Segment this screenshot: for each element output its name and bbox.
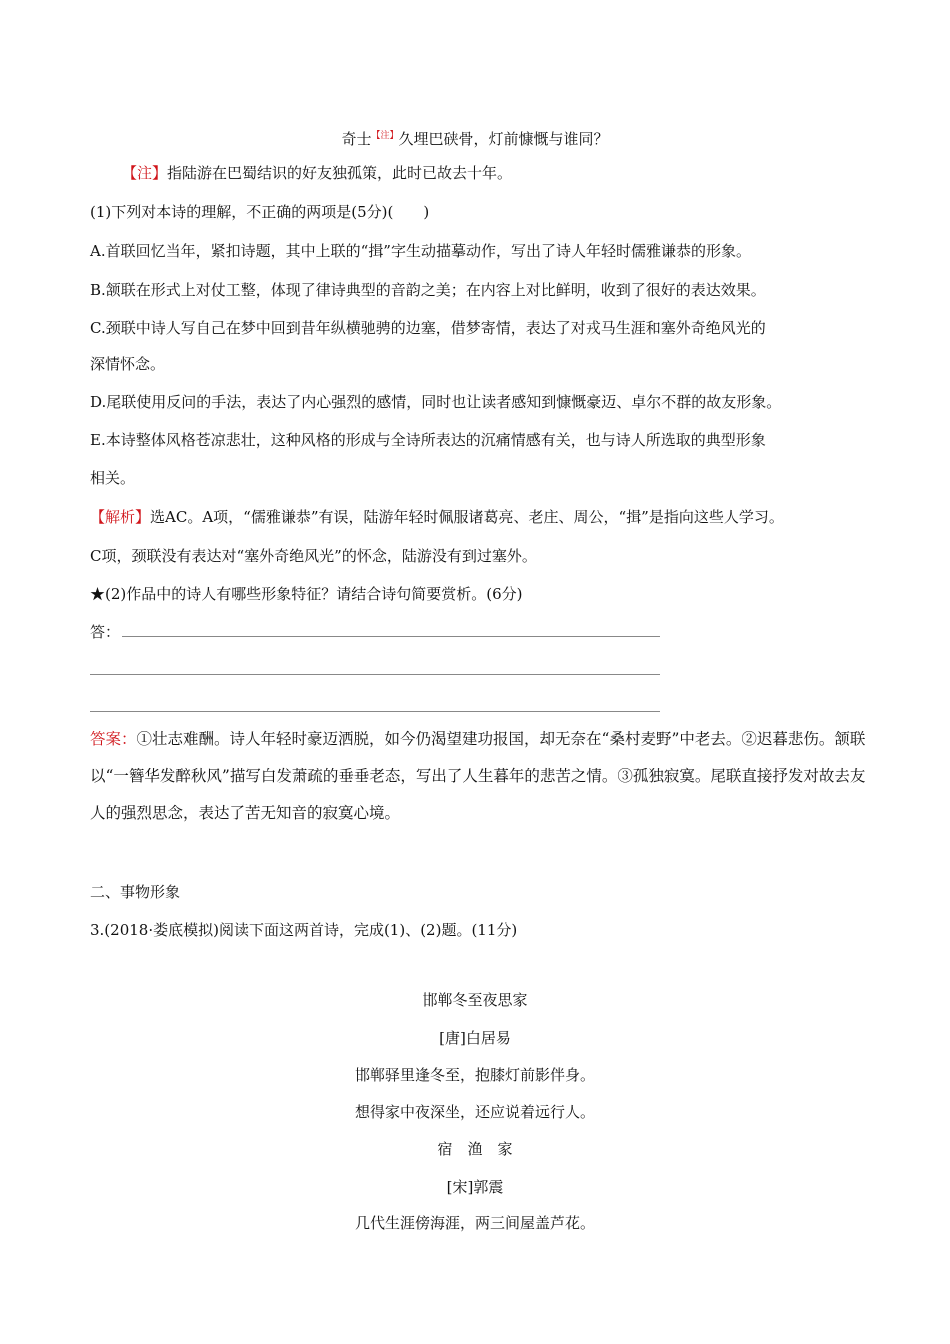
poem-2-author: [宋]郭震	[446, 1178, 504, 1196]
analysis-line-1	[90, 507, 784, 527]
analysis-text-1: 选AC。A项，“儒雅谦恭”有误，陆游年轻时佩服诸葛亮、老庄、周公，“揖”是指向这些人学习。	[150, 508, 784, 526]
option-c-line-2: 深情怀念。	[90, 355, 166, 373]
note-marker: 【注】	[371, 131, 399, 141]
answer-prompt: 答：	[90, 623, 121, 641]
poem-line-end: 久埋巴硖骨，灯前慷慨与谁同？	[398, 130, 609, 148]
question-3-stem: 3.(2018·娄底模拟)阅读下面这两首诗，完成(1)、(2)题。(11分)	[90, 921, 518, 939]
note-label: 【注】	[122, 164, 168, 182]
answer-blank-line-3[interactable]	[90, 711, 660, 712]
poem-2-title: 宿 渔 家	[437, 1140, 513, 1158]
analysis-label: 【解析】	[90, 508, 151, 526]
analysis-line-2: C项，颈联没有表达对“塞外奇绝风光”的怀念，陆游没有到过塞外。	[90, 547, 537, 565]
option-a: A.首联回忆当年，紧扣诗题，其中上联的“揖”字生动描摹动作，写出了诗人年轻时儒雅谦恭的形象。	[90, 242, 751, 260]
annotation-note	[122, 163, 512, 183]
section-heading: 二、事物形象	[90, 883, 181, 901]
option-d: D.尾联使用反问的手法，表达了内心强烈的感情，同时也让读者感知到慷慨豪迈、卓尔不群的故友形象。	[90, 393, 782, 411]
note-text: 指陆游在巴蜀结识的好友独孤策，此时已故去十年。	[167, 164, 513, 182]
option-e-line-2: 相关。	[90, 469, 136, 487]
poem-1-author: [唐]白居易	[439, 1029, 511, 1047]
option-b: B.颔联在形式上对仗工整，体现了律诗典型的音韵之美；在内容上对比鲜明，收到了很好的表达效果。	[90, 281, 766, 299]
poem-1-line-2: 想得家中夜深坐，还应说着远行人。	[354, 1103, 595, 1121]
poem-line-start: 奇士	[341, 130, 372, 148]
option-c-line-1: C.颈联中诗人写自己在梦中回到昔年纵横驰骋的边塞，借梦寄情，表达了对戎马生涯和塞外奇绝风光的	[90, 319, 766, 337]
poem-closing-line	[0, 126, 950, 149]
poem-1-line-1: 邯郸驿里逢冬至，抱膝灯前影伴身。	[354, 1066, 595, 1084]
answer-text: ①壮志难酬。诗人年轻时豪迈洒脱，如今仍渴望建功报国，却无奈在“桑村麦野”中老去。②迟暮悲伤。颔联以“一簪华发醉秋风”描写白发萧疏的垂垂老态，写出了人生暮年的悲苦之情。③孤独寂寞。尾联直接抒发对故去友人的强烈思念，表达了苦无知音的寂寞心境。	[90, 730, 866, 822]
poem-1-title: 邯郸冬至夜思家	[422, 991, 528, 1009]
question-2-stem: ★(2)作品中的诗人有哪些形象特征？请结合诗句简要赏析。(6分)	[90, 585, 523, 603]
answer-blank-line-2[interactable]	[90, 674, 660, 675]
poem-2-line-1: 几代生涯傍海涯，两三间屋盖芦花。	[354, 1214, 595, 1232]
answer-blank-line-1[interactable]	[122, 636, 660, 637]
option-e-line-1: E.本诗整体风格苍凉悲壮，这种风格的形成与全诗所表达的沉痛情感有关，也与诗人所选取的典型形象	[90, 431, 766, 449]
answer-block	[90, 721, 870, 832]
answer-label: 答案：	[90, 730, 137, 748]
question-1-stem: (1)下列对本诗的理解，不正确的两项是(5分)( )	[90, 203, 430, 221]
